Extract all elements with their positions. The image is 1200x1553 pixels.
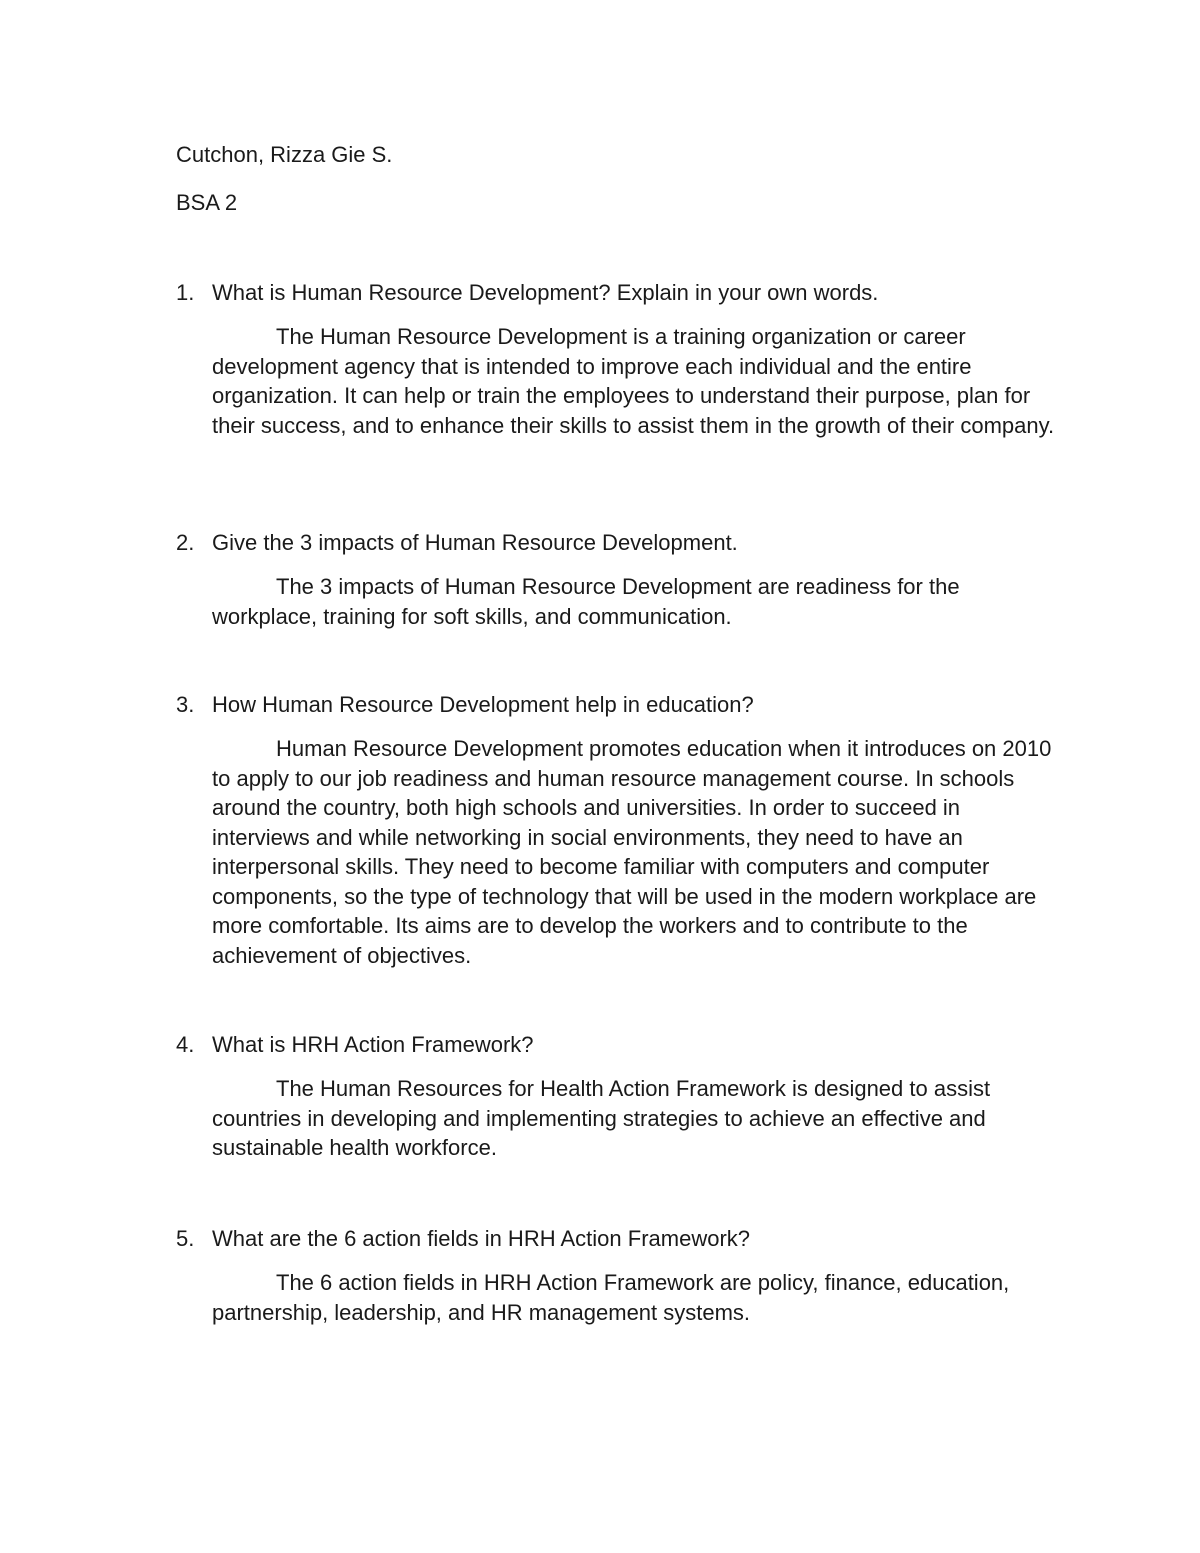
question-item-5	[176, 1224, 1076, 1327]
question-number: 5.	[176, 1226, 195, 1251]
question-label: Give the 3 impacts of Human Resource Development.	[212, 530, 738, 555]
answer-paragraph: The Human Resources for Health Action Framework is designed to assist countries in developing and implementing strategies to achieve an effective and sustainable health workforce.	[212, 1076, 991, 1160]
question-text	[176, 1224, 1076, 1254]
answer-paragraph: The Human Resource Development is a training organization or career development agency that is intended to improve each individual and the entire organization. It can help or train the employees to understand their purpose, plan for their success, and to enhance their skills to assist them in the growth of their company.	[212, 324, 1055, 438]
question-item-4	[176, 1030, 1076, 1163]
question-label: What is Human Resource Development? Explain in your own words.	[212, 280, 879, 305]
question-label: What are the 6 action fields in HRH Action Framework?	[212, 1226, 751, 1251]
question-text	[176, 528, 1076, 558]
answer-paragraph: Human Resource Development promotes education when it introduces on 2010 to apply to our job readiness and human resource management course. In schools around the country, both high schools and universities. In order to succeed in interviews and while networking in social environments, they need to have an interpersonal skills. They need to become familiar with computers and computer components, so the type of technology that will be used in the modern workplace are more comfortable. Its aims are to develop the workers and to contribute to the achievement of objectives.	[212, 736, 1052, 968]
question-text	[176, 278, 1076, 308]
question-label: What is HRH Action Framework?	[212, 1032, 534, 1057]
question-number: 4.	[176, 1032, 195, 1057]
question-number: 1.	[176, 280, 195, 305]
question-item-1	[176, 278, 1076, 440]
question-text	[176, 690, 1076, 720]
student-name: Cutchon, Rizza Gie S.	[176, 142, 393, 167]
question-number: 3.	[176, 692, 195, 717]
answer-paragraph: The 6 action fields in HRH Action Framework are policy, finance, education, partnership, leadership, and HR management systems.	[212, 1270, 1010, 1325]
question-text	[176, 1030, 1076, 1060]
question-label: How Human Resource Development help in education?	[212, 692, 754, 717]
answer-paragraph: The 3 impacts of Human Resource Development are readiness for the workplace, training for soft skills, and communication.	[212, 574, 960, 629]
student-course: BSA 2	[176, 190, 238, 215]
question-item-2	[176, 528, 1076, 631]
question-number: 2.	[176, 530, 195, 555]
question-item-3	[176, 690, 1076, 970]
